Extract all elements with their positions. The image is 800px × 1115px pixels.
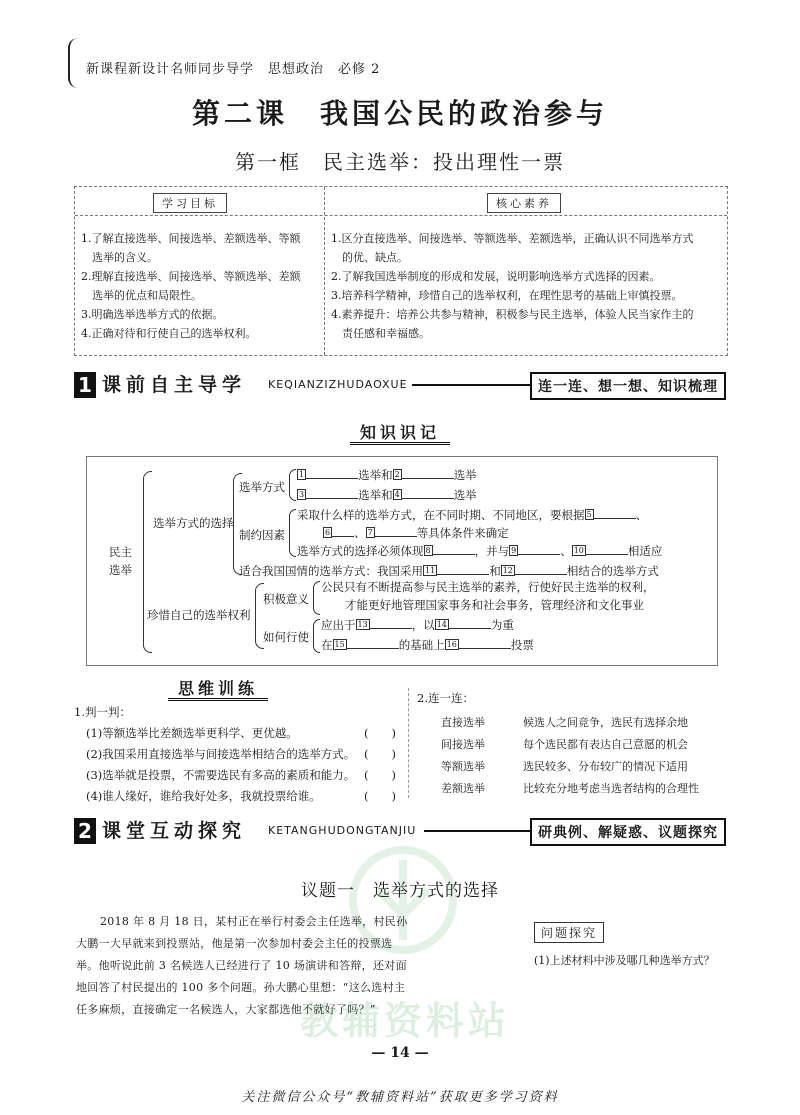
- connect-right-item[interactable]: 选民较多、分布较广的情况下适用: [523, 760, 688, 773]
- thinking-banner-wrap: [168, 676, 268, 699]
- explore-label: 问题探究: [534, 922, 604, 943]
- connect-left-item[interactable]: 直接选举: [441, 716, 485, 729]
- section-2-tag: 研典例、解疑惑、议题探究: [530, 818, 726, 846]
- connect-right-item[interactable]: 候选人之间竞争，选民有选择余地: [523, 716, 688, 729]
- sense-line-2: 才能更好地管理国家事务和社会事务，管理经济和文化事业: [345, 598, 644, 612]
- section-1-title: 课前自主导学: [102, 374, 247, 396]
- factor-brace: [289, 509, 296, 557]
- sub-factor: 制约因素: [239, 528, 285, 542]
- goal-item: 2.理解直接选举、间接选举、等额选举、差额: [81, 270, 301, 283]
- judge-item: (3)选举就是投票，不需要选民有多高的素质和能力。 ( ): [74, 765, 402, 786]
- connect-left-item[interactable]: 差额选举: [441, 782, 485, 795]
- way-line-2: 3 选举和 4 选举: [299, 488, 477, 502]
- way-line-1: 1 选举和 2 选举: [299, 468, 477, 482]
- literacy-item: 3.培养科学精神，珍惜自己的选举权利，在理性思考的基础上审慎投票。: [331, 289, 683, 302]
- answer-paren[interactable]: ( ): [364, 747, 396, 761]
- connect-left-item[interactable]: 等额选举: [441, 760, 485, 773]
- judge-title: 1.判一判：: [74, 705, 131, 719]
- judge-item: (1)等额选举比差额选举更科学、更优越。 ( ): [74, 723, 402, 744]
- goal-item: 选举的含义。: [81, 251, 158, 264]
- knowledge-mindmap: [86, 456, 718, 666]
- how-line-1: 应出于 13 ，以 14 为重: [321, 618, 514, 632]
- goals-table: [74, 186, 728, 356]
- fit-line: 适合我国国情的选举方式：我国采用 11 和 12 相结合的选举方式: [239, 564, 659, 578]
- sub-way: 选举方式: [239, 480, 285, 494]
- connect-exercise: [408, 688, 727, 798]
- connect-title: 2.连一连：: [417, 691, 474, 705]
- lesson-title: 第二课 我国公民的政治参与: [191, 97, 608, 130]
- factor-line-2: 6 、 7 等具体条件来确定: [325, 526, 509, 540]
- running-header: 新课程新设计名师同步导学 思想政治 必修 2: [86, 62, 381, 77]
- sub-sense: 积极意义: [263, 592, 309, 606]
- footer-note: 关注微信公众号“教辅资料站”获取更多学习资料: [241, 1090, 559, 1105]
- literacy-item: 4.素养提升：培养公共参与精神，积极参与民主选举，体验人民当家作主的: [331, 308, 694, 321]
- section-1-pinyin: KEQIANZIZHUDAOXUE: [268, 378, 408, 391]
- goal-item: 1.了解直接选举、间接选举、差额选举、等额: [81, 232, 301, 245]
- explore-question: (1)上述材料中涉及哪几种选举方式？: [534, 954, 715, 967]
- knowledge-banner: 知识识记: [350, 423, 450, 445]
- judge-exercise: [74, 702, 402, 807]
- connect-left-item[interactable]: 间接选举: [441, 738, 485, 751]
- answer-paren[interactable]: ( ): [364, 789, 396, 803]
- answer-paren[interactable]: ( ): [364, 726, 396, 740]
- connect-right-item[interactable]: 比较充分地考虑当选者结构的合理性: [523, 782, 699, 795]
- branch-cherish: 珍惜自己的选举权利: [147, 608, 251, 622]
- answer-paren[interactable]: ( ): [364, 768, 396, 782]
- goal-item: 选举的优点和局限性。: [81, 289, 202, 302]
- factor-line-1: 采取什么样的选举方式，在不同时期、不同地区，要根据 5 、: [297, 508, 648, 522]
- section-2-pinyin: KETANGHUDONGTANJIU: [268, 824, 417, 837]
- header-brace: [68, 38, 84, 88]
- page-number: — 14 —: [371, 1045, 429, 1061]
- branch-choice: 选举方式的选择: [153, 516, 234, 530]
- sense-line-1: 公民只有不断提高参与民主选举的素养，行使好民主选举的权利，: [321, 580, 655, 594]
- root-brace: [143, 471, 152, 653]
- learning-goals-label: 学习目标: [153, 193, 227, 213]
- section-1-tag: 连一连、想一想、知识梳理: [530, 372, 726, 400]
- goals-divider: [324, 187, 325, 355]
- learning-goals-list: [81, 229, 301, 343]
- how-line-2: 在 15 的基础上 16 投票: [321, 638, 534, 652]
- goal-item: 4.正确对待和行使自己的选举权利。: [81, 327, 257, 340]
- core-literacy-label: 核心素养: [487, 193, 561, 213]
- watermark: 教辅资料站: [300, 998, 511, 1043]
- sense-brace: [313, 581, 320, 615]
- goals-header-line: [75, 215, 727, 216]
- frame-title: 第一框 民主选举：投出理性一票: [235, 150, 565, 174]
- goal-item: 3.明确选举选举方式的依据。: [81, 308, 224, 321]
- how-brace: [313, 619, 320, 653]
- way-brace: [289, 469, 296, 501]
- mindmap-root: 民主 选举: [109, 545, 132, 577]
- section-2-title: 课堂互动探究: [102, 820, 247, 842]
- section-1-bar: [74, 372, 726, 398]
- connect-right-item[interactable]: 每个选民都有表达自己意愿的机会: [523, 738, 688, 751]
- section-2-number: 2: [74, 818, 96, 844]
- core-literacy-list: [331, 229, 694, 343]
- case-material: 2018 年 8 月 18 日，某村正在举行村委会主任选举，村民孙大鹏一大早就来到投票站，他是第一次参加村委会主任的投票选举。他听说此前 3 名候选人已经进行了 10 场演讲和答辩，还对面地回答了村民提出的 100 多个问题。孙大鹏心里想：“这么选村主任多麻烦，直接确定一名候选人，大家都选他不就好了吗？”: [76, 915, 408, 1016]
- knowledge-banner-wrap: [0, 420, 800, 443]
- literacy-item: 1.区分直接选举、间接选举、等额选举、差额选举，正确认识不同选举方式: [331, 232, 694, 245]
- section-1-number: 1: [74, 372, 96, 398]
- literacy-item: 2.了解我国选举制度的形成和发展，说明影响选举方式选择的因素。: [331, 270, 661, 283]
- factor-line-3: 选举方式的选择必须体现 8 ，并与 9 、 10 相适应: [297, 544, 663, 558]
- judge-item: (4)谁人缘好，谁给我好处多，我就投票给谁。 ( ): [74, 786, 402, 807]
- issue-title: 议题一 选举方式的选择: [301, 881, 499, 901]
- judge-item: (2)我国采用直接选举与间接选举相结合的选举方式。 ( ): [74, 744, 402, 765]
- literacy-item: 的优、缺点。: [331, 251, 408, 264]
- sub-how: 如何行使: [263, 630, 309, 644]
- thinking-banner: 思维训练: [168, 679, 268, 701]
- watermark-emblem: [348, 840, 458, 960]
- literacy-item: 责任感和幸福感。: [331, 327, 430, 340]
